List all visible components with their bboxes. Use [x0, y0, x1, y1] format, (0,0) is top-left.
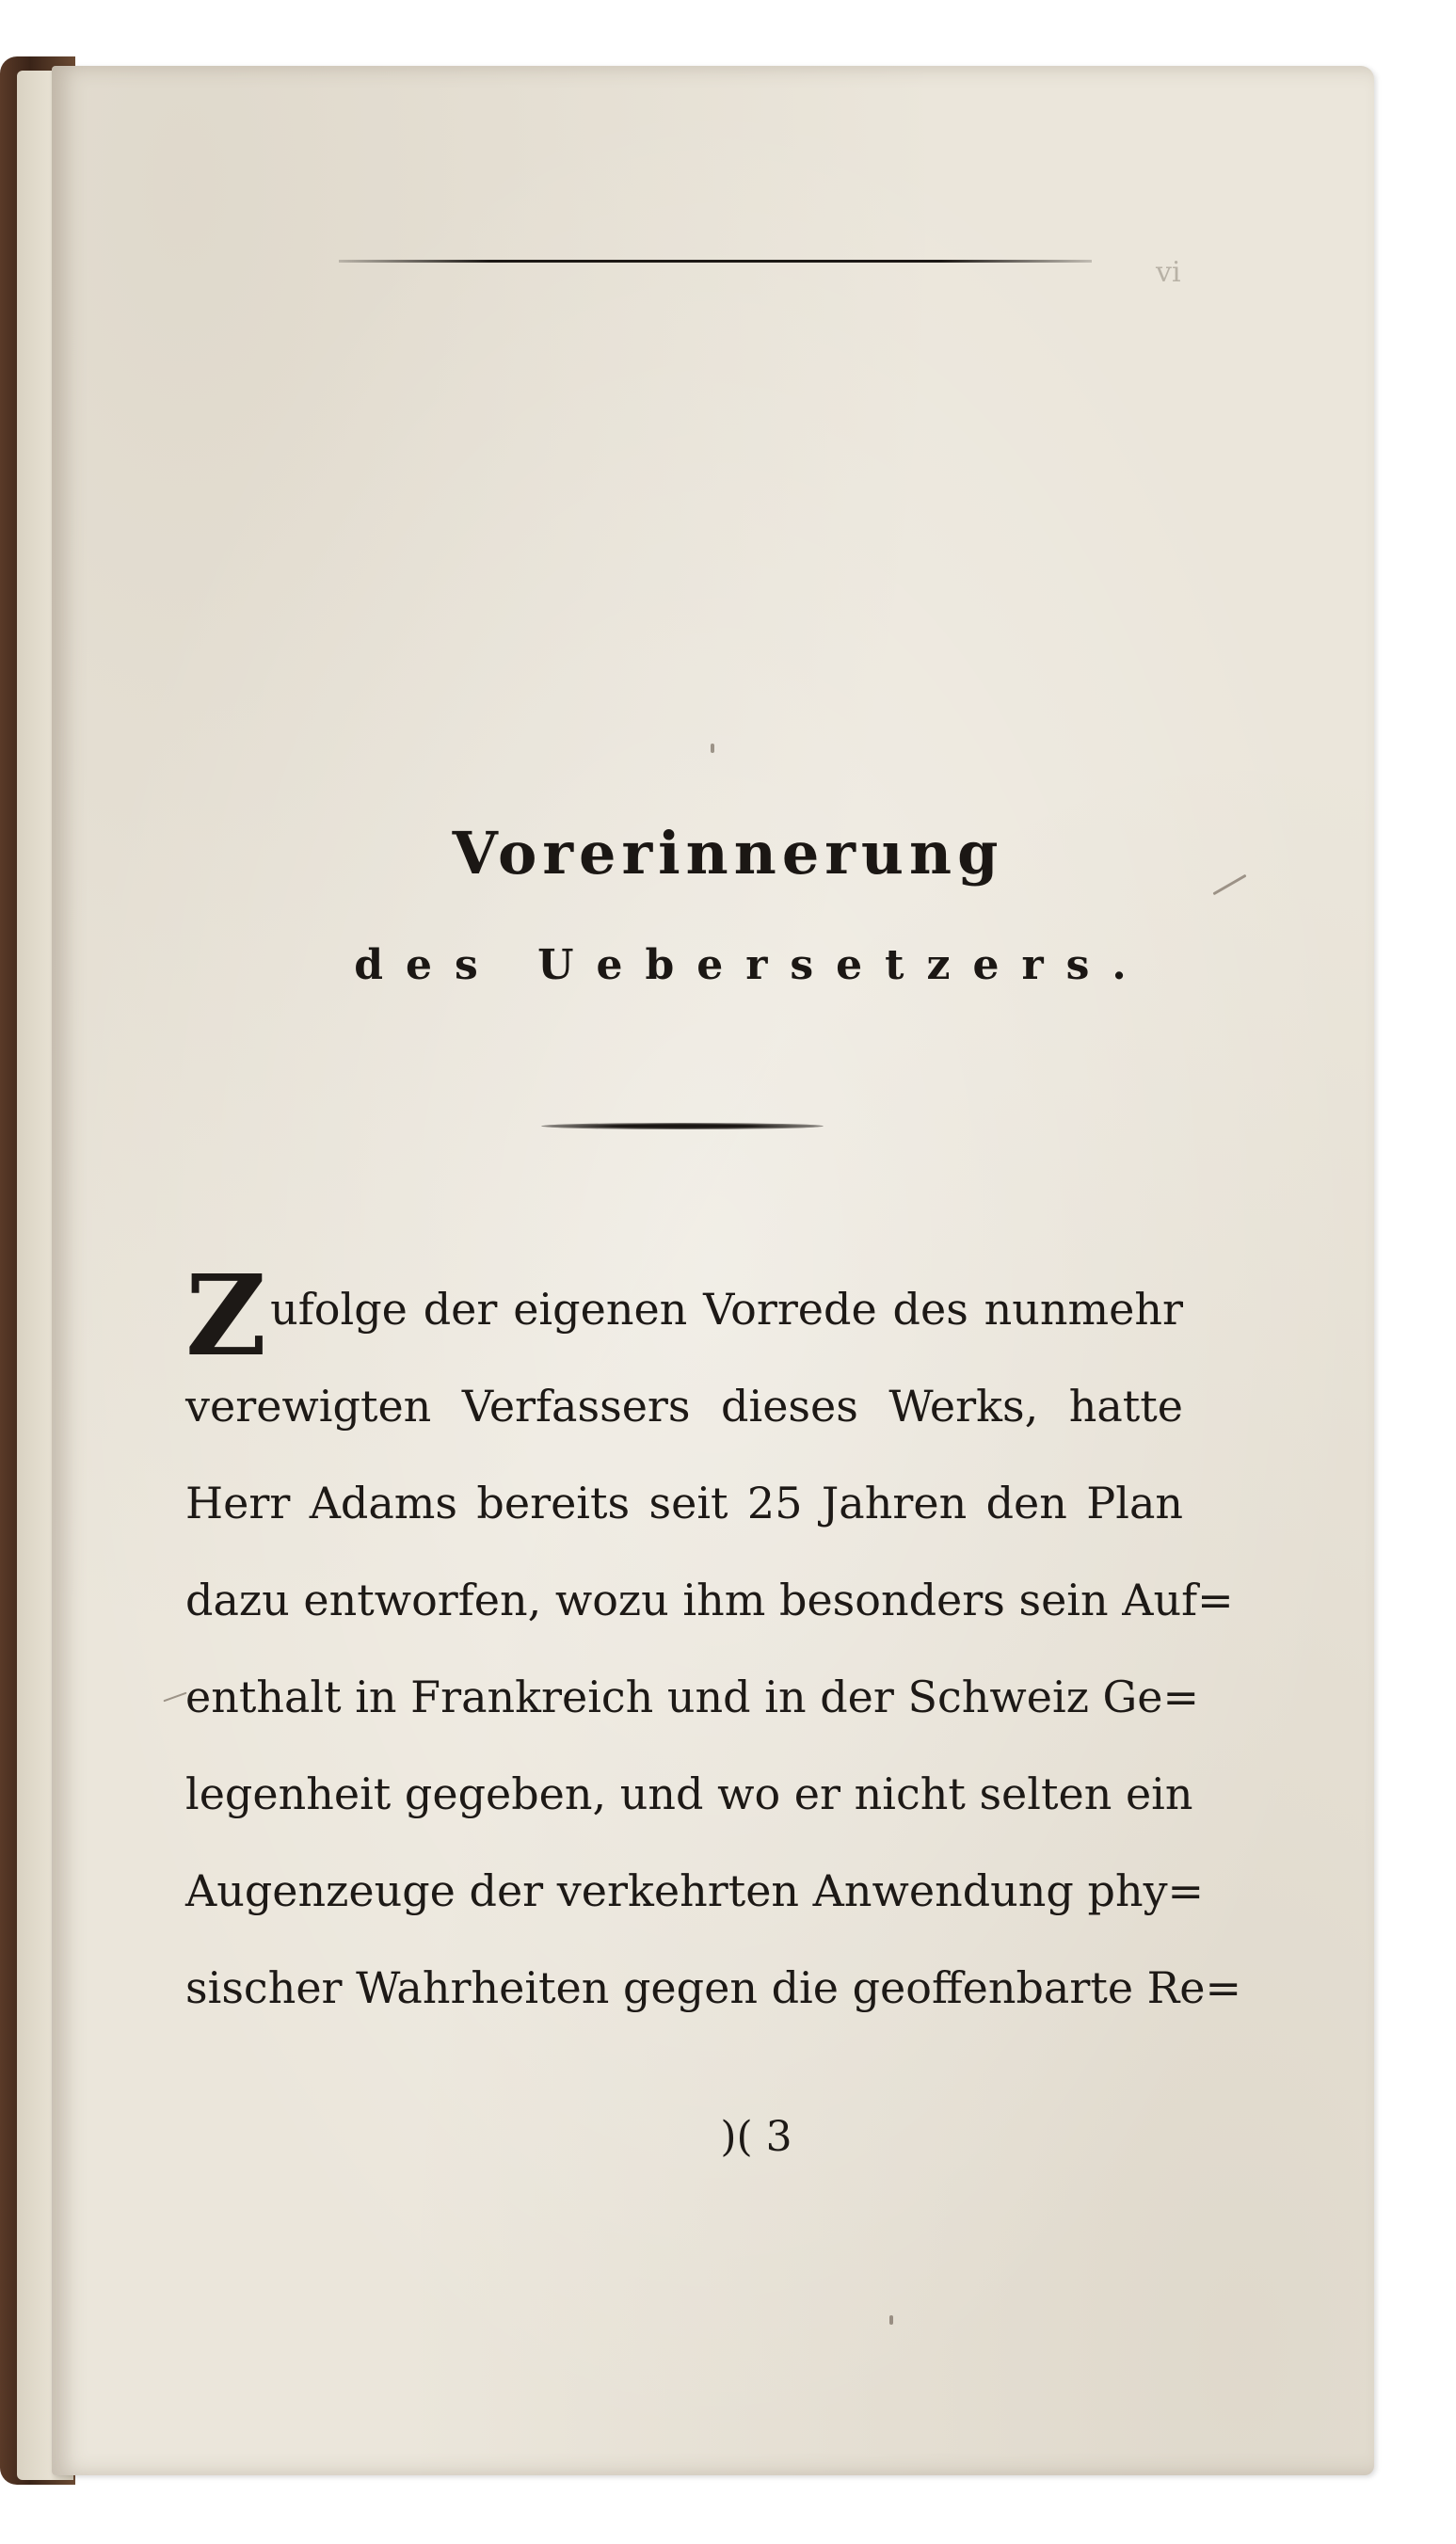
top-rule	[339, 260, 1092, 263]
text-line: dazu entworfen, wozu ihm besonders sein Auf=	[185, 1575, 1234, 1625]
text-line: Augenzeuge der verkehrten Anwendung phy=	[185, 1865, 1205, 1916]
paper-speck	[889, 2315, 893, 2325]
body-text	[185, 1250, 1242, 2037]
first-line	[185, 1250, 1183, 1381]
signature-mark: )( 3	[720, 2113, 792, 2161]
text-line: legenheit gegeben, und wo er nicht selten ein	[185, 1768, 1193, 1819]
text-line: sischer Wahrheiten gegen die geoffenbarte Re=	[185, 1962, 1242, 2013]
text-line: enthalt in Frankreich und in der Schweiz Ge=	[185, 1672, 1200, 1722]
page-subtitle: des Uebersetzers.	[354, 941, 1149, 989]
first-line-text: ufolge der eigenen Vorrede des nunmehr	[270, 1284, 1183, 1335]
text-line: Herr Adams bereits seit 25 Jahren den Plan	[185, 1478, 1183, 1528]
text-line: verewigten Verfassers dieses Werks, hatte	[185, 1381, 1183, 1432]
faint-folio: vi	[1156, 256, 1181, 289]
paper-fiber	[163, 1692, 186, 1703]
ornamental-rule	[541, 1123, 824, 1129]
page-title: Vorerinnerung	[452, 819, 1004, 888]
drop-cap: Z	[185, 1250, 267, 1381]
